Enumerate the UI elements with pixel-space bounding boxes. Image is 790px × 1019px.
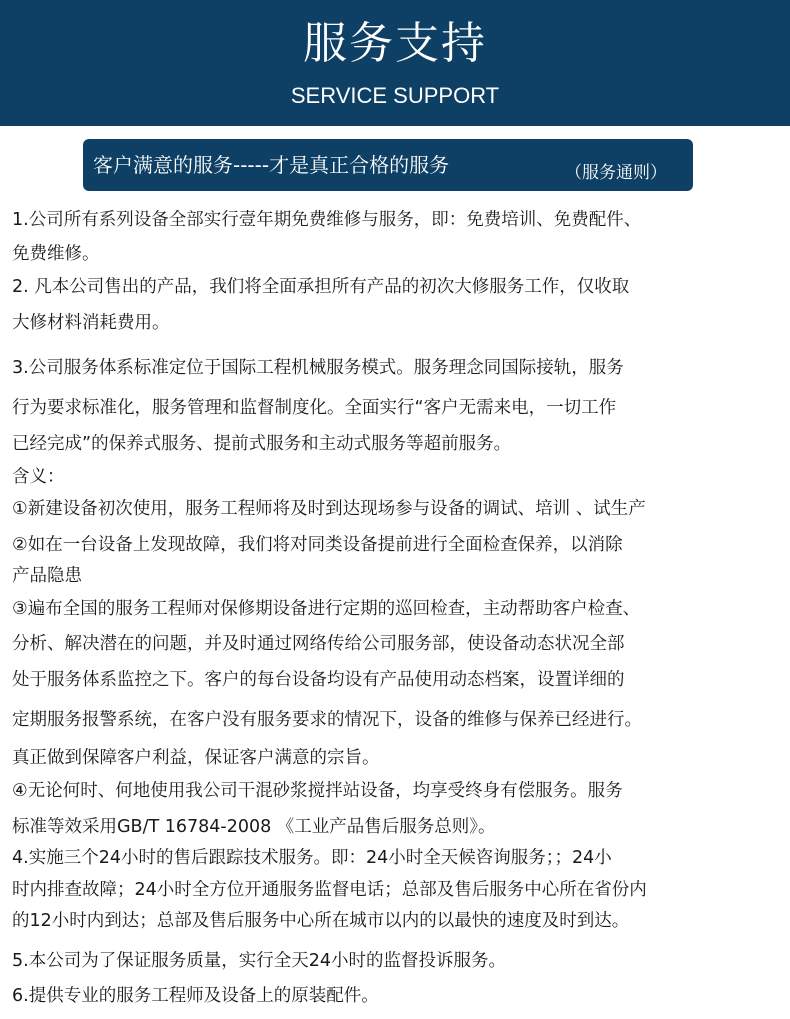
text-line: 分析、解决潜在的问题，并及时通过网络传给公司服务部，使设备动态状况全部 (12, 634, 625, 654)
text-line: 大修材料消耗费用。 (12, 313, 170, 333)
text-line: 已经完成”的保养式服务、提前式服务和主动式服务等超前服务。 (12, 434, 512, 454)
service-motto-banner (83, 139, 693, 191)
text-line: 4.实施三个24小时的售后跟踪技术服务。即：24小时全天候咨询服务；；24小 (12, 848, 612, 868)
text-line: 标准等效采用GB/T 16784-2008 《工业产品售后服务总则》。 (12, 817, 496, 837)
text-line: ③遍布全国的服务工程师对保修期设备进行定期的巡回检查，主动帮助客户检查、 (12, 599, 641, 619)
page-header (0, 0, 790, 126)
text-line: 1.公司所有系列设备全部实行壹年期免费维修与服务，即：免费培训、免费配件、 (12, 210, 642, 230)
service-motto-note: （服务通则） (565, 163, 667, 183)
text-line: 的12小时内到达；总部及售后服务中心所在城市以内的以最快的速度及时到达。 (12, 911, 630, 931)
text-line: 处于服务体系监控之下。客户的每台设备均设有产品使用动态档案，设置详细的 (12, 670, 625, 690)
text-line: 时内排查故障；24小时全方位开通服务监督电话；总部及售后服务中心所在省份内 (12, 880, 647, 900)
text-line: 定期服务报警系统，在客户没有服务要求的情况下，设备的维修与保养已经进行。 (12, 710, 642, 730)
text-line: 免费维修。 (12, 244, 100, 264)
text-line: 3.公司服务体系标准定位于国际工程机械服务模式。服务理念同国际接轨，服务 (12, 358, 624, 378)
page-subtitle: SERVICE SUPPORT (290, 83, 500, 108)
text-line: ①新建设备初次使用，服务工程师将及时到达现场参与设备的调试、培训 、试生产 (12, 499, 646, 519)
text-line: 5.本公司为了保证服务质量，实行全天24小时的监督投诉服务。 (12, 951, 506, 971)
text-line: ④无论何时、何地使用我公司干混砂浆搅拌站设备，均享受终身有偿服务。服务 (12, 781, 623, 801)
text-line: 2. 凡本公司售出的产品，我们将全面承担所有产品的初次大修服务工作，仅收取 (12, 277, 630, 297)
text-line: 行为要求标准化，服务管理和监督制度化。全面实行“客户无需来电，一切工作 (12, 398, 617, 418)
text-line: 产品隐患 (12, 566, 82, 586)
text-line: 6.提供专业的服务工程师及设备上的原装配件。 (12, 986, 379, 1006)
text-line: 含义： (12, 467, 65, 487)
page-title: 服务支持 (303, 18, 487, 69)
text-line: 真正做到保障客户利益，保证客户满意的宗旨。 (12, 748, 380, 768)
service-motto: 客户满意的服务-----才是真正合格的服务 (93, 153, 450, 177)
text-line: ②如在一台设备上发现故障，我们将对同类设备提前进行全面检查保养，以消除 (12, 535, 623, 555)
